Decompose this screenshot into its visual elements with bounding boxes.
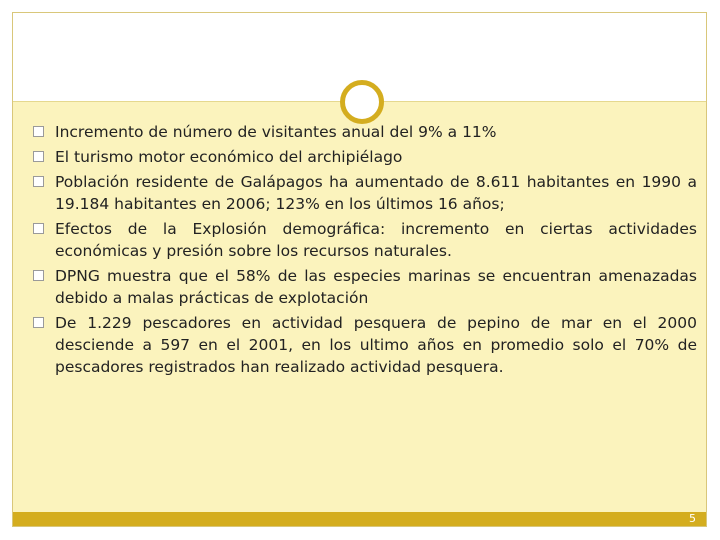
decorative-ring-icon: [340, 80, 384, 124]
bullet-text: DPNG muestra que el 58% de las especies marinas se encuentran amenazadas debido a malas prácticas de explotación: [55, 267, 697, 307]
bullet-item: [33, 146, 697, 168]
bullet-text: Efectos de la Explosión demográfica: incremento en ciertas actividades económicas y presión sobre los recursos naturales.: [55, 220, 697, 260]
page-number: 5: [689, 512, 696, 525]
bullet-text: Incremento de número de visitantes anual del 9% a 11%: [55, 123, 497, 141]
slide: [12, 12, 707, 527]
bullet-square-icon: [33, 223, 44, 234]
bullet-item: [33, 171, 697, 215]
bullet-square-icon: [33, 126, 44, 137]
bullet-square-icon: [33, 151, 44, 162]
bullet-list: [33, 121, 697, 381]
bullet-text: Población residente de Galápagos ha aumentado de 8.611 habitantes en 1990 a 19.184 habitantes en 2006; 123% en los últimos 16 años;: [55, 173, 697, 213]
bullet-text: El turismo motor económico del archipiélago: [55, 148, 403, 166]
bullet-square-icon: [33, 317, 44, 328]
bullet-item: [33, 218, 697, 262]
bullet-square-icon: [33, 270, 44, 281]
footer-bar: [13, 512, 706, 526]
bullet-square-icon: [33, 176, 44, 187]
bullet-item: [33, 265, 697, 309]
bullet-text: De 1.229 pescadores en actividad pesquera de pepino de mar en el 2000 desciende a 597 en el 2001, en los ultimo años en promedio solo el 70% de pescadores registrados han realizado actividad pesquera.: [55, 314, 697, 376]
bullet-item: [33, 121, 697, 143]
bullet-item: [33, 312, 697, 378]
